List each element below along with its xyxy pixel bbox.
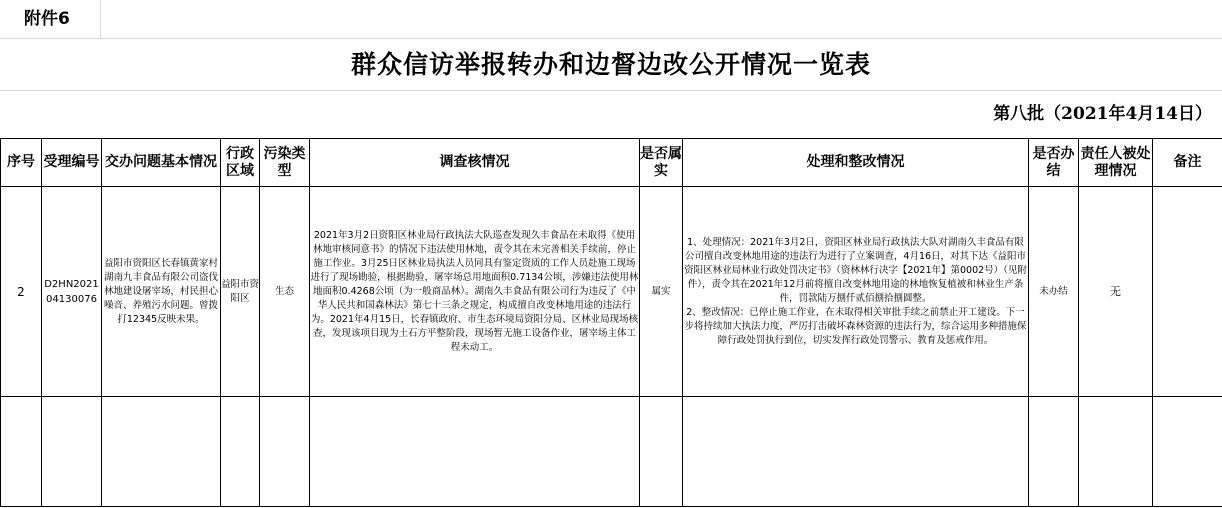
empty-cell[interactable] — [1153, 397, 1222, 507]
grid-line — [0, 90, 1222, 91]
cell-handling[interactable]: 1、处理情况：2021年3月2日，资阳区林业局行政执法大队对湖南久丰食品有限公司擅自改变林地用途的违法行为进行了立案调查，4月16日，对其下达《益阳市资阳区林业局林业行政处罚决定书》（资林林行决字【2021年】第0002号）（见附件），责令其在2021年12月前将擅自改变林地用途的林地恢复植被和林业生产条件，罚款陆万捌仟贰佰捌拾捌圆整。 2、整改情况：已停止施工作业，在未取得相关审批手续之前禁止开工建设。下一步将持续加大执法力度，严厉打击破坏森林资源的违法行为，综合运用多种措施保障行政处罚执行到位，切实发挥行政处罚警示、教育及惩戒作用。 — [683, 187, 1029, 397]
header-closed[interactable]: 是否办结 — [1029, 139, 1079, 187]
empty-cell[interactable] — [260, 397, 310, 507]
empty-cell[interactable] — [683, 397, 1029, 507]
header-accountability[interactable]: 责任人被处理情况 — [1079, 139, 1153, 187]
cell-remarks[interactable] — [1153, 187, 1222, 397]
cell-seq[interactable]: 2 — [1, 187, 42, 397]
table-row — [1, 187, 1222, 397]
empty-cell[interactable] — [1029, 397, 1079, 507]
cell-case-no[interactable]: D2HN202104130076 — [42, 187, 102, 397]
header-problem[interactable]: 交办问题基本情况 — [102, 139, 221, 187]
header-region[interactable]: 行政区域 — [221, 139, 260, 187]
header-seq[interactable]: 序号 — [1, 139, 42, 187]
empty-cell[interactable] — [640, 397, 683, 507]
header-investigation[interactable]: 调查核情况 — [310, 139, 640, 187]
attachment-label: 附件6 — [24, 9, 70, 29]
header-handling[interactable]: 处理和整改情况 — [683, 139, 1029, 187]
grid-line — [100, 0, 101, 38]
cell-region[interactable]: 益阳市资阳区 — [221, 187, 260, 397]
table-header-row — [1, 139, 1222, 187]
complaint-table — [0, 138, 1222, 507]
cell-pollution[interactable]: 生态 — [260, 187, 310, 397]
batch-date-line: 第八批（2021年4月14日） — [993, 104, 1212, 124]
cell-closed[interactable]: 未办结 — [1029, 187, 1079, 397]
cell-verified[interactable]: 属实 — [640, 187, 683, 397]
header-case-no[interactable]: 受理编号 — [42, 139, 102, 187]
empty-cell[interactable] — [1079, 397, 1153, 507]
cell-investigation[interactable]: 2021年3月2日资阳区林业局行政执法大队巡查发现久丰食品在未取得《使用林地审核同意书》的情况下违法使用林地，责令其在未完善相关手续前，停止施工作业。3月25日区林业局执法人员同具有鉴定资质的工作人员赴施工现场进行了现场勘验，根据勘验，屠宰场总用地面积0.7134公顷，涉嫌违法使用林地面积0.4268公顷（为一般商品林）。湖南久丰食品有限公司行为违反了《中华人民共和国森林法》第七十三条之规定，构成擅自改变林地用途的违法行为。2021年4月15日，长春镇政府、市生态环境局资阳分局、区林业局现场核查，发现该项目现为土石方平整阶段，现场暂无施工设备作业，屠宰场主体工程未动工。 — [310, 187, 640, 397]
empty-cell[interactable] — [42, 397, 102, 507]
table-row-empty — [1, 397, 1222, 507]
page-title: 群众信访举报转办和边督边改公开情况一览表 — [350, 50, 871, 79]
header-pollution[interactable]: 污染类型 — [260, 139, 310, 187]
empty-cell[interactable] — [1, 397, 42, 507]
empty-cell[interactable] — [310, 397, 640, 507]
empty-cell[interactable] — [221, 397, 260, 507]
empty-cell[interactable] — [102, 397, 221, 507]
header-verified[interactable]: 是否属实 — [640, 139, 683, 187]
cell-accountability[interactable]: 无 — [1079, 187, 1153, 397]
header-remarks[interactable]: 备注 — [1153, 139, 1222, 187]
grid-line — [0, 38, 1222, 39]
cell-problem[interactable]: 益阳市资阳区长春镇黄家村湖南九丰食品有限公司盗伐林地建设屠宰场，村民担心噪音、养殖污水问题。曾拨打12345反映未果。 — [102, 187, 221, 397]
